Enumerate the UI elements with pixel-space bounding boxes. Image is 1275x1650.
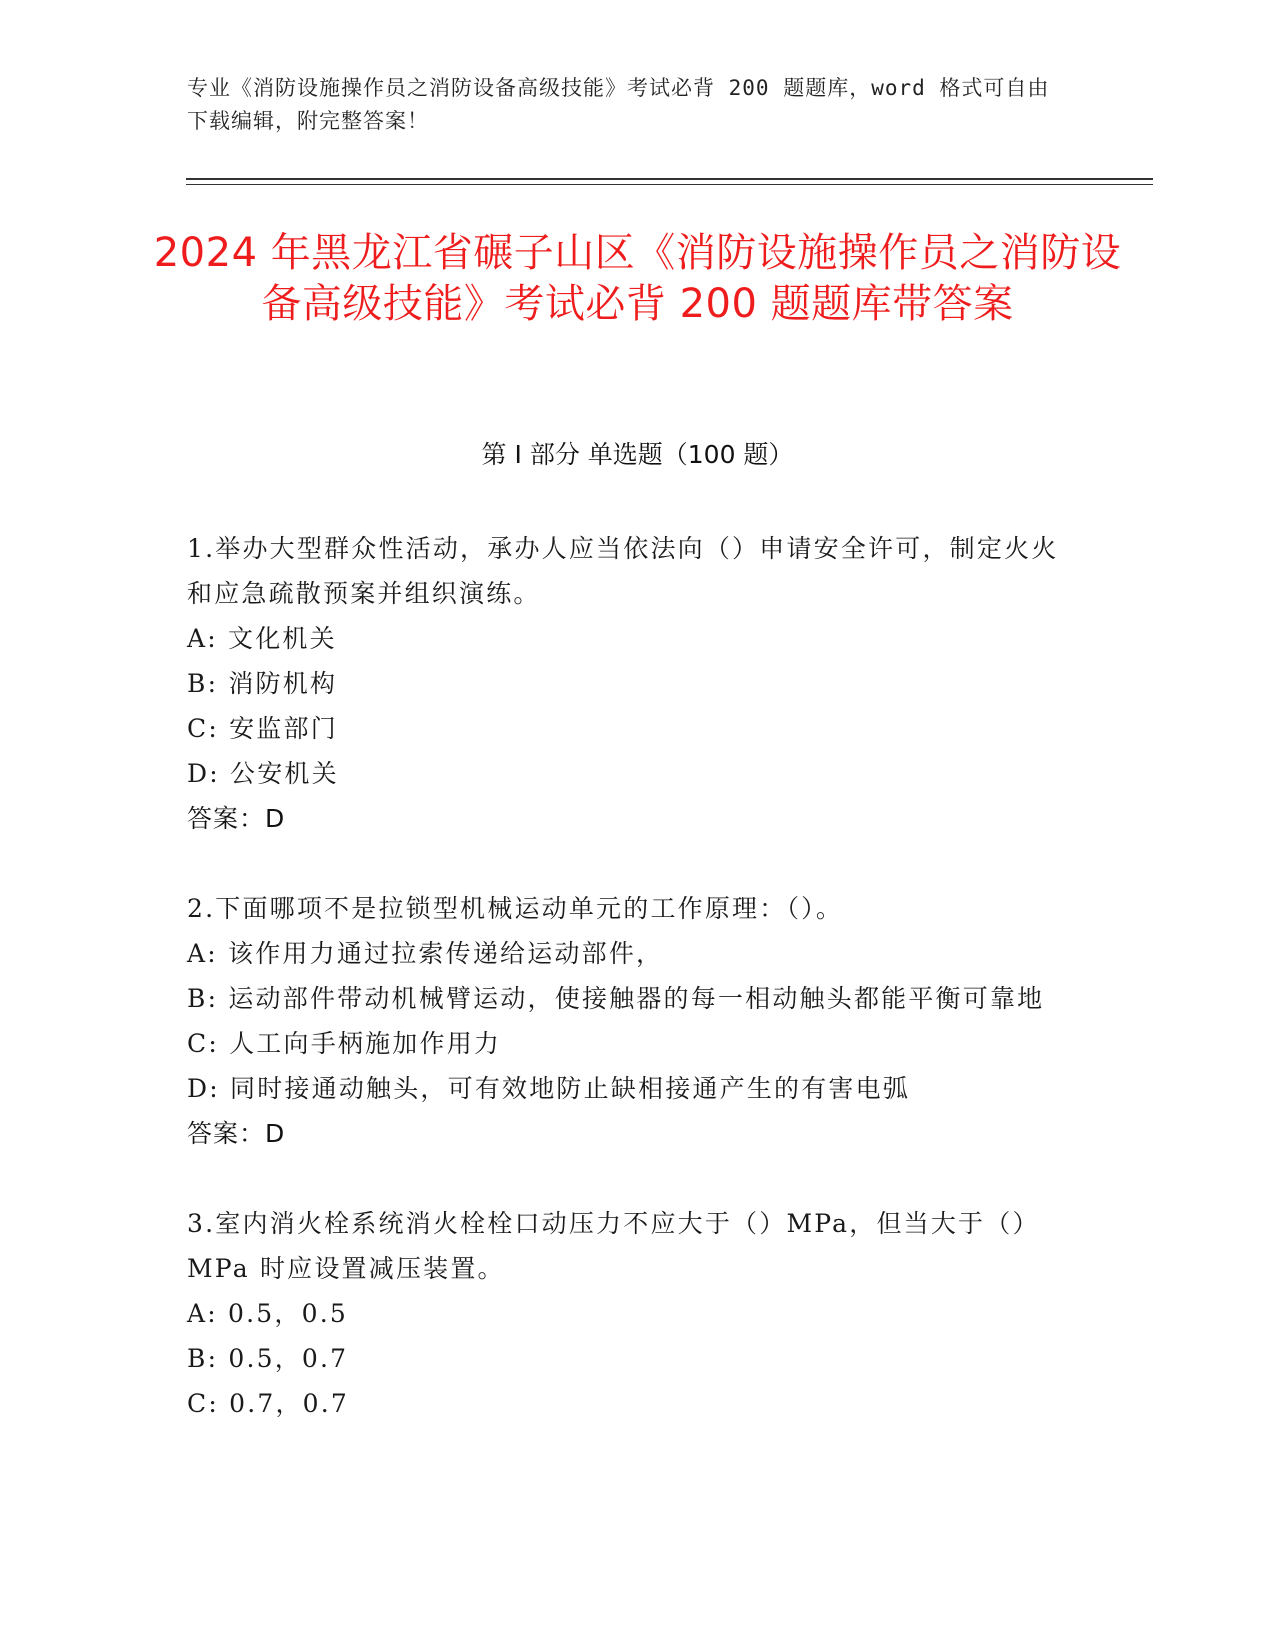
question-2 xyxy=(187,886,1067,1156)
option-b: B: 0.5，0.7 xyxy=(187,1344,349,1373)
option-b: B: 消防机构 xyxy=(187,669,338,698)
header-rule-thick xyxy=(186,178,1153,180)
answer-label: 答案：D xyxy=(187,1119,286,1148)
question-1 xyxy=(187,526,1067,841)
option-c: C: 0.7，0.7 xyxy=(187,1389,350,1418)
header-rule-thin xyxy=(186,184,1153,185)
option-c: C: 人工向手柄施加作用力 xyxy=(187,1029,502,1058)
option-d: D: 公安机关 xyxy=(187,759,339,788)
option-b: B: 运动部件带动机械臂运动，使接触器的每一相动触头都能平衡可靠地 xyxy=(187,984,1045,1013)
question-3 xyxy=(187,1201,1067,1426)
option-a: A: 0.5，0.5 xyxy=(187,1299,348,1328)
question-stem: 3.室内消火栓系统消火栓栓口动压力不应大于（）MPa，但当大于（）MPa 时应设置减压装置。 xyxy=(187,1209,1040,1283)
question-list xyxy=(187,526,1067,1471)
option-c: C: 安监部门 xyxy=(187,714,338,743)
question-stem: 1.举办大型群众性活动，承办人应当依法向（）申请安全许可，制定火火和应急疏散预案并组织演练。 xyxy=(187,534,1059,608)
question-stem: 2.下面哪项不是拉锁型机械运动单元的工作原理：（）。 xyxy=(187,894,844,923)
answer-label: 答案：D xyxy=(187,804,286,833)
header-note: 专业《消防设施操作员之消防设备高级技能》考试必背 200 题题库，word 格式可自由下载编辑，附完整答案！ xyxy=(187,76,1050,133)
section-title: 第 I 部分 单选题（100 题） xyxy=(481,440,794,469)
option-d: D: 同时接通动触头，可有效地防止缺相接通产生的有害电弧 xyxy=(187,1074,911,1103)
option-a: A: 该作用力通过拉索传递给运动部件， xyxy=(187,939,664,968)
document-title: 2024 年黑龙江省碾子山区《消防设施操作员之消防设备高级技能》考试必背 200 题题库带答案 xyxy=(153,230,1122,327)
option-a: A: 文化机关 xyxy=(187,624,337,653)
